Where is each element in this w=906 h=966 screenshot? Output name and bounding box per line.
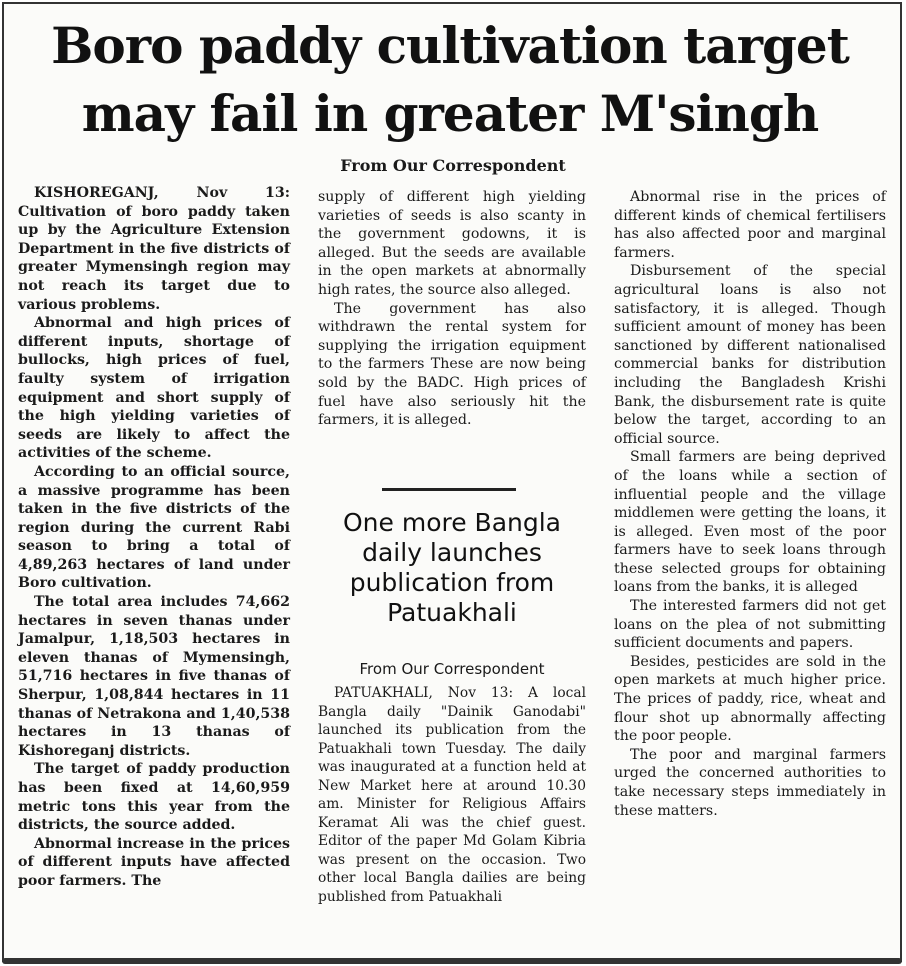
second-article-byline: From Our Correspondent [359,660,545,678]
paragraph: supply of different high yielding varieties of seeds is also scanty in the government godowns, it is alleged. But the seeds are available in the open markets at abnormally high rates, the source also alleged. [318,189,586,298]
paragraph: The interested farmers did not get loans on the plea of not submitting sufficient documents and papers. [614,598,886,652]
paragraph: Small farmers are being deprived of the loans while a section of influential people and the village middlemen were getting the loans, it is alleged. Even most of the poor farmers have to seek loans through these selected groups for obtaining loans from the banks, it is alleged [614,449,886,596]
paragraph: Disbursement of the special agricultural loans is also not satisfactory, it is alleged. Though sufficient amount of money has been sanctioned by different nationalised commercial banks for distribution including the Bangladesh Krishi Bank, the disbursement rate is quite below the target, according to an official source. [614,263,886,447]
second-article-headline: One more Bangla daily launches publication from Patuakhali [342,508,561,627]
paragraph: The government has also withdrawn the rental system for supplying the irrigation equipment to the farmers These are now being sold by the BADC. High prices of fuel have also seriously hit the farmers, it is alleged. [318,300,586,429]
paragraph: The total area includes 74,662 hectares in seven thanas under Jamalpur, 1,18,503 hectares in eleven thanas of Mymensingh, 51,716 hectares in five thanas of Sherpur, 1,08,844 hectares in 11 thanas of Netrakona and 1,40,538 hectares in 13 thanas of Kishoreganj districts. [18,594,290,759]
article-headline: Boro paddy cultivation target may fail in greater M'singh [51,16,849,143]
paragraph: Abnormal and high prices of different inputs, shortage of bullocks, high prices of fuel, faulty system of irrigation equipment and short supply of the high yielding varieties of seeds are likely to affect the activities of the scheme. [18,315,290,462]
clipping-bottom-border [2,958,902,964]
paragraph: According to an official source, a massive programme has been taken in the five districts of the region during the current Rabi season to bring a total of 4,89,263 hectares of land under Boro cultivation. [18,463,290,592]
paragraph: Besides, pesticides are sold in the open markets at much higher price. The prices of paddy, rice, wheat and flour shot up abnormally affecting the poor people. [614,653,886,745]
paragraph: The poor and marginal farmers urged the concerned authorities to take necessary steps immediately in these matters. [614,746,886,819]
column-2 [318,188,586,430]
paragraph: The target of paddy production has been fixed at 14,60,959 metric tons this year from the districts, the source added. [18,761,290,834]
column-1 [18,184,290,891]
paragraph: KISHOREGANJ, Nov 13: Cultivation of boro paddy taken up by the Agriculture Extension Department in the five districts of greater Mymensingh region may not reach its target due to various problems. [18,185,290,313]
article-byline: From Our Correspondent [340,156,566,175]
paragraph: PATUAKHALI, Nov 13: A local Bangla daily "Dainik Ganodabi" launched its publication from the Patuakhali town Tuesday. The daily was inaugurated at a function held at New Market here at around 10.30 am. Minister for Religious Affairs Keramat Ali was the chief guest. Editor of the paper Md Golam Kibria was present on the occasion. Two other local Bangla dailies are being published from Patuakhali [318,685,586,905]
second-article-body [318,684,586,906]
column-3 [614,188,886,820]
paragraph: Abnormal rise in the prices of different kinds of chemical fertilisers has also affected poor and marginal farmers. [614,189,886,261]
column-divider-rule [382,488,516,491]
paragraph: Abnormal increase in the prices of different inputs have affected poor farmers. The [18,835,290,889]
